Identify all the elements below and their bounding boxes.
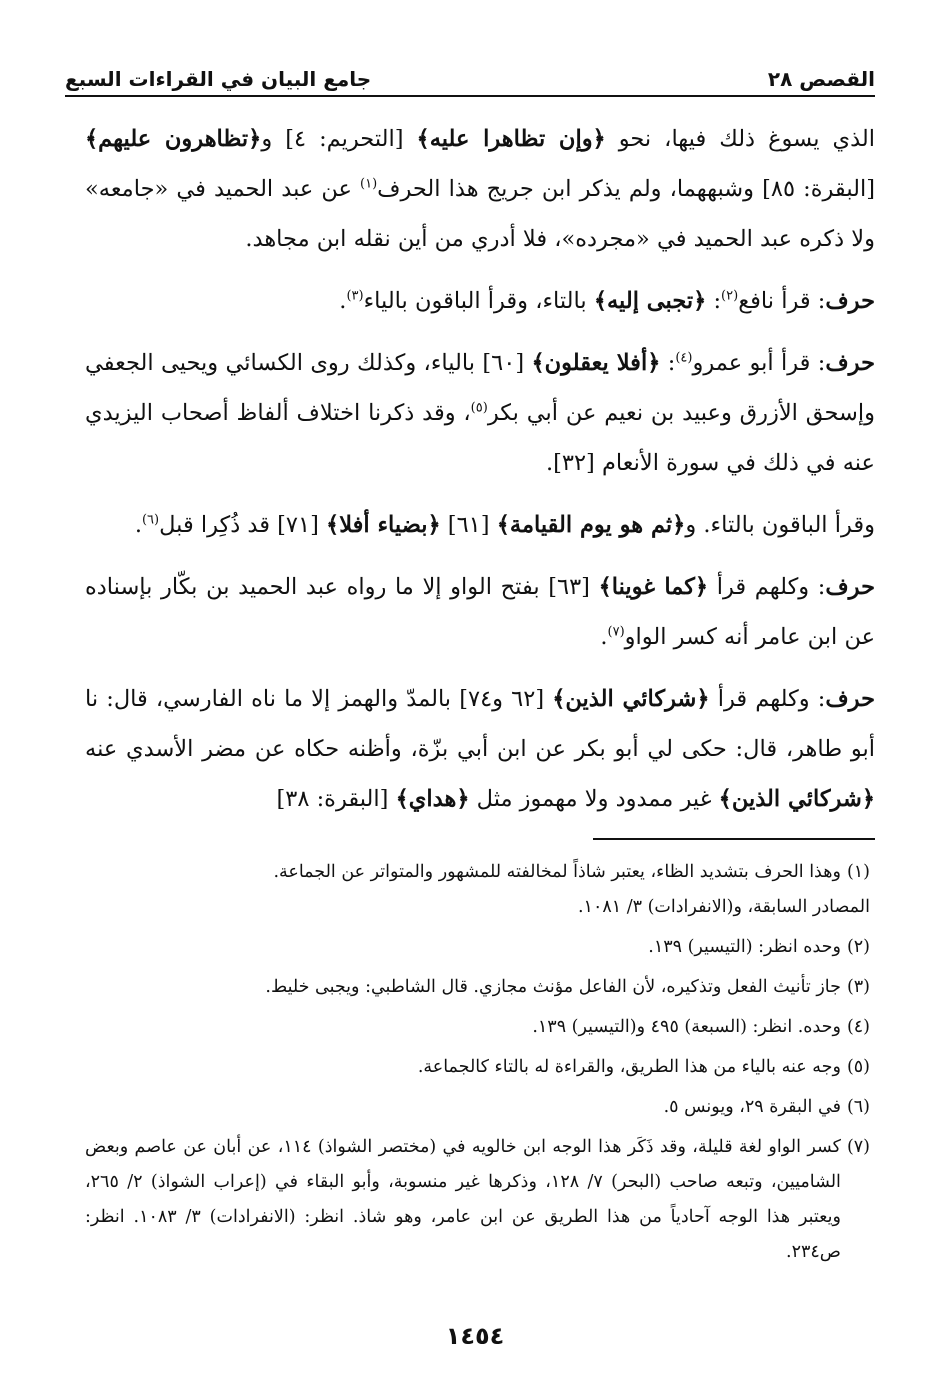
footnote-text: وجه عنه بالياء من هذا الطريق، والقراءة له بالتاء كالجماعة. bbox=[417, 1057, 841, 1077]
text-run: : وكلهم قرأ bbox=[709, 686, 826, 712]
text-run: عن عبد الحميد في «جامعه» ولا ذكره عبد الحميد في «مجرده»، فلا أدري من أين نقله ابن مجاهد. bbox=[85, 176, 875, 252]
text-run: : قرأ أبو عمرو bbox=[692, 350, 826, 376]
footnote-3 bbox=[85, 970, 870, 1005]
main-text bbox=[85, 114, 875, 836]
quran-quote: ﴿بضياء أفلا﴾ bbox=[326, 512, 441, 538]
text-run: [البقرة: ٣٨] bbox=[276, 786, 396, 812]
paragraph-2 bbox=[85, 276, 875, 326]
footnote-number: (٧) bbox=[846, 1137, 870, 1157]
text-run: : قرأ نافع bbox=[738, 288, 826, 314]
paragraph-5 bbox=[85, 562, 875, 662]
footnote-separator bbox=[593, 838, 875, 840]
quran-quote: ﴿أفلا يعقلون﴾ bbox=[531, 350, 661, 376]
paragraph-3 bbox=[85, 338, 875, 488]
text-run: . bbox=[134, 512, 142, 538]
text-run: : وكلهم قرأ bbox=[708, 574, 826, 600]
quran-quote: ﴿تجبى إليه﴾ bbox=[593, 288, 707, 314]
footnote-7 bbox=[85, 1130, 870, 1270]
text-run: : bbox=[660, 350, 676, 376]
footnote-text: وهذا الحرف بتشديد الظاء، يعتبر شاذاً لمخالفته للمشهور والمتواتر عن الجماعة. bbox=[273, 862, 841, 882]
paragraph-4 bbox=[85, 500, 875, 550]
footnote-text: كسر الواو لغة قليلة، وقد ذَكَر هذا الوجه ابن خالويه في (مختصر الشواذ) ١١٤، عن أبان عن عاصم وبعض الشاميين، وتبعه صاحب (البحر) ٧/ ١٢٨، وذكرها غير منسوبة، وأبو البقاء في (إعراب الشواذ) ٢/ ٢٦٥، ويعتبر هذا الوجه آحادياً من هذا الطريق عن ابن عامر، وهو شاذ. انظر: (الانفرادات) ٣/ ١٠٨٣. انظر: ص٢٣٤. bbox=[85, 1137, 841, 1262]
footnote-ref[interactable]: (٣) bbox=[346, 288, 364, 304]
footnote-text: وحده. انظر: (السبعة) ٤٩٥ و(التيسير) ١٣٩. bbox=[532, 1017, 841, 1037]
quran-quote: ﴿وإن تظاهرا عليه﴾ bbox=[416, 126, 606, 152]
footnote-ref[interactable]: (٤) bbox=[675, 350, 693, 366]
text-run: . bbox=[339, 288, 347, 314]
footnote-number: (٢) bbox=[846, 937, 870, 957]
footnote-number: (١) bbox=[846, 862, 870, 882]
footnote-text: المصادر السابقة، و(الانفرادات) ٣/ ١٠٨١. bbox=[577, 897, 870, 917]
text-run: [التحريم: ٤] و bbox=[261, 126, 417, 152]
footnote-4 bbox=[85, 1010, 870, 1045]
text-run: بالتاء، وقرأ الباقون بالياء bbox=[363, 288, 594, 314]
section-term: حرف bbox=[825, 288, 875, 314]
quran-quote: ﴿كما غوينا﴾ bbox=[598, 574, 709, 600]
text-run: وقرأ الباقون بالتاء. و bbox=[685, 512, 875, 538]
page-number: ١٤٥٤ bbox=[445, 1322, 505, 1350]
footnote-text: وحده انظر: (التيسير) ١٣٩. bbox=[648, 937, 841, 957]
section-term: حرف bbox=[825, 686, 875, 712]
text-run: [البقرة: ٨٥] وشبههما، ولم يذكر ابن جريج هذا الحرف bbox=[377, 176, 875, 202]
quran-quote: ﴿شركائي الذين﴾ bbox=[718, 786, 875, 812]
quran-quote: ﴿ثم هو يوم القيامة﴾ bbox=[496, 512, 686, 538]
text-run: الذي يسوغ ذلك فيها، نحو bbox=[605, 126, 875, 152]
text-run: غير ممدود ولا مهموز مثل bbox=[469, 786, 719, 812]
footnote-ref[interactable]: (١) bbox=[360, 176, 378, 192]
footnote-text: في البقرة ٢٩، ويونس ٥. bbox=[663, 1097, 841, 1117]
footnote-number: (٥) bbox=[846, 1057, 870, 1077]
chapter-label: القصص ٢٨ bbox=[767, 67, 875, 91]
footnote-ref[interactable]: (٧) bbox=[607, 624, 625, 640]
text-run: . bbox=[600, 624, 608, 650]
footnote-2 bbox=[85, 930, 870, 965]
footnote-1 bbox=[85, 855, 870, 890]
quran-quote: ﴿هداي﴾ bbox=[395, 786, 470, 812]
footnote-number: (٤) bbox=[846, 1017, 870, 1037]
footnote-number: (٣) bbox=[846, 977, 870, 997]
footnote-5 bbox=[85, 1050, 870, 1085]
footnote-ref[interactable]: (٥) bbox=[470, 400, 488, 416]
text-run: [٦١] bbox=[440, 512, 497, 538]
quran-quote: ﴿تظاهرون عليهم﴾ bbox=[85, 126, 262, 152]
running-header bbox=[65, 55, 875, 97]
text-run: : bbox=[706, 288, 722, 314]
text-run: [٦٣] بفتح الواو إلا ما رواه عبد الحميد بن بكّار بإسناده عن ابن عامر أنه كسر الواو bbox=[85, 574, 875, 650]
footnote-number: (٦) bbox=[846, 1097, 870, 1117]
text-run: ، وقد ذكرنا اختلاف ألفاظ أصحاب اليزيدي عنه في ذلك في سورة الأنعام [٣٢]. bbox=[85, 400, 875, 476]
footnotes bbox=[85, 855, 870, 1275]
section-term: حرف bbox=[825, 574, 876, 600]
section-term: حرف bbox=[825, 350, 875, 376]
quran-quote: ﴿شركائي الذين﴾ bbox=[552, 686, 710, 712]
text-run: [٦٢ و٧٤] بالمدّ والهمز إلا ما ناه الفارسي، قال: نا أبو طاهر، قال: حكى لي أبو بكر عن ابن أبي بزّة، وأظنه حكاه عن مضر الأسدي عنه bbox=[85, 686, 875, 762]
footnote-1-continued bbox=[85, 890, 870, 925]
paragraph-1 bbox=[85, 114, 875, 264]
footnote-text: جاز تأنيث الفعل وتذكيره، لأن الفاعل مؤنث مجازي. قال الشاطبي: ويجبى خليط. bbox=[265, 977, 841, 997]
text-run: [٦٠] بالياء، وكذلك روى الكسائي ويحيى الجعفي وإسحق الأزرق وعبيد بن نعيم عن أبي بكر bbox=[85, 350, 875, 426]
footnote-ref[interactable]: (٦) bbox=[141, 512, 160, 528]
paragraph-6 bbox=[85, 674, 875, 824]
footnote-6 bbox=[85, 1090, 870, 1125]
text-run: [٧١] قد ذُكِرا قبل bbox=[159, 512, 327, 538]
footnote-ref[interactable]: (٢) bbox=[721, 288, 739, 304]
book-title: جامع البيان في القراءات السبع bbox=[65, 67, 372, 91]
